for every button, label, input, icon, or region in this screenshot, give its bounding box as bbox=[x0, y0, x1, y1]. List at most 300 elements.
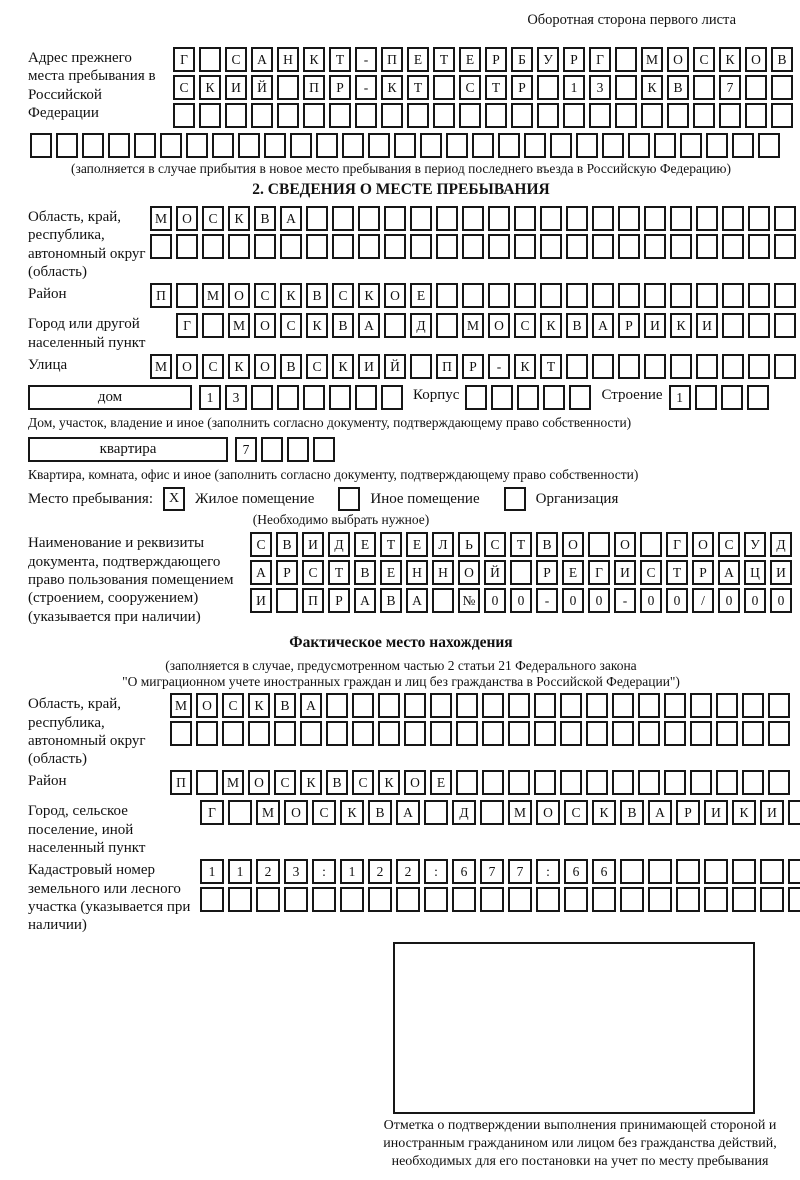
char-cell bbox=[256, 887, 280, 912]
char-cell bbox=[615, 75, 637, 100]
char-cell bbox=[564, 887, 588, 912]
char-cell bbox=[176, 283, 198, 308]
char-cell bbox=[690, 721, 712, 746]
char-cell bbox=[290, 133, 312, 158]
actual-region-row-2 bbox=[168, 721, 792, 746]
char-cell bbox=[212, 133, 234, 158]
char-cell: С bbox=[332, 283, 354, 308]
char-cell bbox=[722, 354, 744, 379]
char-cell: О bbox=[488, 313, 510, 338]
char-cell bbox=[459, 103, 481, 128]
char-cell bbox=[680, 133, 702, 158]
char-cell: О bbox=[536, 800, 560, 825]
char-cell bbox=[742, 770, 764, 795]
actual-city-row bbox=[198, 800, 800, 825]
char-cell bbox=[355, 103, 377, 128]
char-cell bbox=[332, 206, 354, 231]
char-cell bbox=[747, 385, 769, 410]
char-cell bbox=[284, 887, 308, 912]
korpus-label: Корпус bbox=[413, 386, 460, 403]
region-rows bbox=[148, 206, 798, 262]
char-cell bbox=[771, 103, 793, 128]
char-cell bbox=[510, 560, 532, 585]
char-cell bbox=[170, 721, 192, 746]
char-cell bbox=[618, 354, 640, 379]
char-cell bbox=[276, 588, 298, 613]
char-cell bbox=[722, 313, 744, 338]
char-cell: К bbox=[378, 770, 400, 795]
char-cell: К bbox=[300, 770, 322, 795]
char-cell bbox=[768, 770, 790, 795]
char-cell: Й bbox=[384, 354, 406, 379]
char-cell: Д bbox=[410, 313, 432, 338]
char-cell bbox=[748, 234, 770, 259]
char-cell: 0 bbox=[718, 588, 740, 613]
char-cell bbox=[774, 283, 796, 308]
char-cell bbox=[508, 887, 532, 912]
field-district bbox=[28, 283, 774, 311]
char-cell bbox=[742, 721, 764, 746]
char-cell: К bbox=[514, 354, 536, 379]
char-cell bbox=[508, 693, 530, 718]
char-cell bbox=[667, 103, 689, 128]
char-cell bbox=[732, 887, 756, 912]
char-cell: С bbox=[514, 313, 536, 338]
char-cell: - bbox=[355, 75, 377, 100]
char-cell: Е bbox=[406, 532, 428, 557]
option-organization-label: Организация bbox=[535, 490, 619, 507]
cadastral-rows bbox=[198, 859, 800, 915]
char-cell: : bbox=[424, 859, 448, 884]
char-cell: Р bbox=[462, 354, 484, 379]
char-cell: Р bbox=[536, 560, 558, 585]
char-cell bbox=[378, 693, 400, 718]
char-cell: Е bbox=[354, 532, 376, 557]
char-cell bbox=[566, 283, 588, 308]
document-label: Наименование и реквизиты документа, подтверждающего право пользования помещением (строением, сооружением) (указывается при наличии) bbox=[28, 535, 234, 625]
char-cell bbox=[277, 103, 299, 128]
char-cell bbox=[676, 887, 700, 912]
char-cell bbox=[612, 693, 634, 718]
char-cell: С bbox=[306, 354, 328, 379]
char-cell bbox=[719, 103, 741, 128]
char-cell bbox=[654, 133, 676, 158]
char-cell: 1 bbox=[563, 75, 585, 100]
city-row bbox=[174, 313, 798, 338]
char-cell bbox=[628, 133, 650, 158]
char-cell: М bbox=[462, 313, 484, 338]
char-cell: О bbox=[254, 313, 276, 338]
char-cell bbox=[760, 887, 784, 912]
char-cell: Т bbox=[380, 532, 402, 557]
char-cell: Т bbox=[329, 47, 351, 72]
char-cell bbox=[589, 103, 611, 128]
char-cell bbox=[384, 206, 406, 231]
char-cell bbox=[615, 103, 637, 128]
char-cell bbox=[745, 103, 767, 128]
char-cell bbox=[261, 437, 283, 462]
char-cell bbox=[436, 313, 458, 338]
char-cell bbox=[670, 283, 692, 308]
char-cell: В bbox=[326, 770, 348, 795]
char-cell: В bbox=[306, 283, 328, 308]
char-cell bbox=[472, 133, 494, 158]
char-cell: Р bbox=[676, 800, 700, 825]
char-cell bbox=[430, 721, 452, 746]
char-cell bbox=[56, 133, 78, 158]
char-cell: В bbox=[254, 206, 276, 231]
char-cell bbox=[306, 206, 328, 231]
char-cell: В bbox=[620, 800, 644, 825]
char-cell bbox=[716, 721, 738, 746]
char-cell bbox=[732, 133, 754, 158]
char-cell bbox=[540, 283, 562, 308]
prev-address-label: Адрес прежнего места пребывания в Российской Федерации bbox=[28, 50, 156, 121]
region-row-2 bbox=[148, 234, 798, 259]
stroenie-label: Строение bbox=[601, 386, 663, 403]
char-cell bbox=[722, 283, 744, 308]
char-cell: Б bbox=[511, 47, 533, 72]
document-rows bbox=[248, 532, 794, 616]
char-cell: Р bbox=[485, 47, 507, 72]
char-cell bbox=[696, 234, 718, 259]
char-cell bbox=[358, 234, 380, 259]
char-cell: 1 bbox=[200, 859, 224, 884]
char-cell bbox=[396, 887, 420, 912]
char-cell: М bbox=[150, 354, 172, 379]
char-cell bbox=[202, 234, 224, 259]
char-cell: Т bbox=[510, 532, 532, 557]
char-cell bbox=[326, 693, 348, 718]
prev-address-rows bbox=[171, 47, 795, 131]
char-cell bbox=[704, 887, 728, 912]
char-cell bbox=[436, 234, 458, 259]
char-cell bbox=[536, 887, 560, 912]
char-cell bbox=[644, 354, 666, 379]
char-cell bbox=[696, 354, 718, 379]
cadastral-label: Кадастровый номер земельного или лесного участка (указывается при наличии) bbox=[28, 862, 191, 934]
char-cell: Е bbox=[410, 283, 432, 308]
char-cell: 1 bbox=[199, 385, 221, 410]
actual-region-rows bbox=[168, 693, 792, 749]
char-cell bbox=[638, 770, 660, 795]
section2-title: 2. СВЕДЕНИЯ О МЕСТЕ ПРЕБЫВАНИЯ bbox=[252, 181, 550, 199]
char-cell: О bbox=[745, 47, 767, 72]
char-cell: П bbox=[436, 354, 458, 379]
char-cell: 2 bbox=[396, 859, 420, 884]
actual-city-label: Город, сельское поселение, иной населенный пункт bbox=[28, 803, 146, 856]
char-cell: Т bbox=[433, 47, 455, 72]
cadastral-row-2 bbox=[198, 887, 800, 912]
char-cell bbox=[722, 206, 744, 231]
char-cell: У bbox=[537, 47, 559, 72]
char-cell: М bbox=[222, 770, 244, 795]
char-cell: А bbox=[250, 560, 272, 585]
char-cell: Н bbox=[277, 47, 299, 72]
char-cell bbox=[514, 283, 536, 308]
actual-district-row bbox=[168, 770, 792, 795]
char-cell: 0 bbox=[510, 588, 532, 613]
char-cell bbox=[228, 887, 252, 912]
char-cell bbox=[342, 133, 364, 158]
confirmation-stamp-box bbox=[393, 942, 755, 1114]
char-cell bbox=[462, 283, 484, 308]
char-cell bbox=[592, 354, 614, 379]
char-cell bbox=[716, 770, 738, 795]
char-cell bbox=[748, 206, 770, 231]
char-cell bbox=[745, 75, 767, 100]
char-cell: О bbox=[458, 560, 480, 585]
char-cell: Т bbox=[328, 560, 350, 585]
actual-location-title: Фактическое место нахождения bbox=[289, 633, 513, 651]
char-cell: А bbox=[280, 206, 302, 231]
char-cell bbox=[644, 206, 666, 231]
char-cell: В bbox=[667, 75, 689, 100]
char-cell bbox=[760, 859, 784, 884]
char-cell: О bbox=[404, 770, 426, 795]
char-cell bbox=[670, 206, 692, 231]
char-cell: Е bbox=[459, 47, 481, 72]
char-cell: О bbox=[384, 283, 406, 308]
char-cell bbox=[420, 133, 442, 158]
char-cell: К bbox=[540, 313, 562, 338]
house-note: Дом, участок, владение и иное (заполнить согласно документу, подтверждающему право собственности) bbox=[28, 414, 632, 430]
char-cell bbox=[280, 234, 302, 259]
char-cell: О bbox=[692, 532, 714, 557]
char-cell bbox=[638, 721, 660, 746]
apartment-box bbox=[28, 437, 228, 462]
char-cell: Е bbox=[407, 47, 429, 72]
char-cell bbox=[332, 234, 354, 259]
char-cell: И bbox=[358, 354, 380, 379]
char-cell: С bbox=[640, 560, 662, 585]
char-cell: / bbox=[692, 588, 714, 613]
char-cell: Р bbox=[276, 560, 298, 585]
char-cell bbox=[748, 283, 770, 308]
char-cell: И bbox=[770, 560, 792, 585]
char-cell: А bbox=[396, 800, 420, 825]
char-cell: Д bbox=[770, 532, 792, 557]
char-cell bbox=[620, 887, 644, 912]
char-cell: И bbox=[302, 532, 324, 557]
char-cell: С bbox=[202, 354, 224, 379]
char-cell: А bbox=[648, 800, 672, 825]
char-cell bbox=[404, 721, 426, 746]
char-cell: О bbox=[254, 354, 276, 379]
district-label: Район bbox=[28, 286, 67, 303]
checkbox-residential[interactable]: X bbox=[163, 487, 185, 511]
char-cell: Т bbox=[540, 354, 562, 379]
char-cell bbox=[491, 385, 513, 410]
char-cell: В bbox=[332, 313, 354, 338]
char-cell bbox=[640, 532, 662, 557]
char-cell: Р bbox=[563, 47, 585, 72]
char-cell: № bbox=[458, 588, 480, 613]
char-cell bbox=[648, 859, 672, 884]
char-cell: О bbox=[614, 532, 636, 557]
char-cell: 7 bbox=[719, 75, 741, 100]
char-cell bbox=[134, 133, 156, 158]
char-cell: 0 bbox=[562, 588, 584, 613]
char-cell bbox=[488, 234, 510, 259]
char-cell: С bbox=[302, 560, 324, 585]
field-street bbox=[28, 354, 774, 382]
char-cell: О bbox=[284, 800, 308, 825]
field-city bbox=[28, 313, 774, 352]
char-cell bbox=[433, 75, 455, 100]
char-cell: 3 bbox=[225, 385, 247, 410]
char-cell bbox=[326, 721, 348, 746]
char-cell: С bbox=[222, 693, 244, 718]
char-cell: П bbox=[170, 770, 192, 795]
char-cell bbox=[274, 721, 296, 746]
char-cell bbox=[358, 206, 380, 231]
actual-region-label: Область, край, республика, автономный округ (область) bbox=[28, 696, 146, 768]
char-cell: О bbox=[228, 283, 250, 308]
char-cell bbox=[225, 103, 247, 128]
char-cell bbox=[196, 721, 218, 746]
char-cell bbox=[329, 103, 351, 128]
char-cell: Р bbox=[692, 560, 714, 585]
char-cell bbox=[482, 721, 504, 746]
char-cell bbox=[202, 313, 224, 338]
char-cell bbox=[456, 721, 478, 746]
street-label: Улица bbox=[28, 356, 68, 373]
char-cell: 6 bbox=[452, 859, 476, 884]
char-cell bbox=[612, 721, 634, 746]
char-cell bbox=[424, 887, 448, 912]
char-cell: 0 bbox=[744, 588, 766, 613]
char-cell: С bbox=[484, 532, 506, 557]
char-cell bbox=[722, 234, 744, 259]
char-cell: Е bbox=[430, 770, 452, 795]
char-cell: Г bbox=[666, 532, 688, 557]
char-cell: И bbox=[614, 560, 636, 585]
char-cell: В bbox=[274, 693, 296, 718]
actual-location-note-2: "О миграционном учете иностранных граждан и лиц без гражданства в Российской Федерации") bbox=[122, 674, 680, 690]
char-cell bbox=[706, 133, 728, 158]
char-cell bbox=[774, 234, 796, 259]
char-cell bbox=[355, 385, 377, 410]
char-cell: 0 bbox=[484, 588, 506, 613]
char-cell bbox=[716, 693, 738, 718]
char-cell bbox=[788, 887, 800, 912]
char-cell bbox=[368, 133, 390, 158]
char-cell bbox=[196, 770, 218, 795]
city-label: Город или другой населенный пункт bbox=[28, 316, 146, 351]
char-cell bbox=[748, 354, 770, 379]
char-cell: К bbox=[228, 206, 250, 231]
char-cell bbox=[690, 770, 712, 795]
actual-district-label: Район bbox=[28, 773, 67, 790]
char-cell bbox=[498, 133, 520, 158]
document-row-3 bbox=[248, 588, 794, 613]
char-cell bbox=[534, 693, 556, 718]
char-cell: - bbox=[536, 588, 558, 613]
char-cell bbox=[306, 234, 328, 259]
char-cell: О bbox=[562, 532, 584, 557]
house-cells bbox=[197, 385, 405, 410]
char-cell bbox=[452, 887, 476, 912]
char-cell bbox=[108, 133, 130, 158]
char-cell bbox=[482, 770, 504, 795]
char-cell: Д bbox=[452, 800, 476, 825]
char-cell: С bbox=[280, 313, 302, 338]
char-cell bbox=[488, 283, 510, 308]
char-cell bbox=[774, 354, 796, 379]
char-cell bbox=[254, 234, 276, 259]
char-cell: М bbox=[170, 693, 192, 718]
char-cell bbox=[693, 103, 715, 128]
char-cell bbox=[664, 693, 686, 718]
char-cell bbox=[540, 206, 562, 231]
char-cell bbox=[410, 234, 432, 259]
field-region bbox=[28, 206, 774, 281]
char-cell: С bbox=[352, 770, 374, 795]
char-cell bbox=[592, 206, 614, 231]
char-cell bbox=[251, 103, 273, 128]
char-cell bbox=[264, 133, 286, 158]
char-cell bbox=[352, 721, 374, 746]
char-cell bbox=[436, 283, 458, 308]
char-cell: - bbox=[488, 354, 510, 379]
char-cell bbox=[690, 693, 712, 718]
char-cell: - bbox=[355, 47, 377, 72]
char-cell bbox=[432, 588, 454, 613]
char-cell: К bbox=[306, 313, 328, 338]
char-cell: В bbox=[536, 532, 558, 557]
char-cell bbox=[618, 206, 640, 231]
char-cell: И bbox=[704, 800, 728, 825]
char-cell bbox=[410, 206, 432, 231]
char-cell: 0 bbox=[588, 588, 610, 613]
char-cell bbox=[200, 887, 224, 912]
char-cell bbox=[199, 47, 221, 72]
char-cell bbox=[517, 385, 539, 410]
prev-address-row-3 bbox=[171, 103, 795, 128]
char-cell bbox=[537, 103, 559, 128]
apartment-note: Квартира, комната, офис и иное (заполнить согласно документу, подтверждающему право собственности) bbox=[28, 467, 639, 483]
char-cell: И bbox=[250, 588, 272, 613]
char-cell bbox=[313, 437, 335, 462]
checkbox-other-premises[interactable] bbox=[338, 487, 360, 511]
char-cell bbox=[303, 385, 325, 410]
char-cell: В bbox=[566, 313, 588, 338]
char-cell bbox=[644, 234, 666, 259]
char-cell: О bbox=[248, 770, 270, 795]
field-prev-address bbox=[28, 47, 787, 131]
char-cell bbox=[378, 721, 400, 746]
char-cell bbox=[150, 234, 172, 259]
stay-type-label: Место пребывания: bbox=[28, 490, 153, 507]
char-cell bbox=[543, 385, 565, 410]
checkbox-organization[interactable] bbox=[504, 487, 526, 511]
char-cell bbox=[664, 721, 686, 746]
char-cell: 0 bbox=[640, 588, 662, 613]
char-cell: Р bbox=[618, 313, 640, 338]
apartment-cells bbox=[233, 437, 337, 462]
char-cell: Н bbox=[432, 560, 454, 585]
char-cell: : bbox=[312, 859, 336, 884]
char-cell: П bbox=[381, 47, 403, 72]
char-cell: В bbox=[276, 532, 298, 557]
char-cell bbox=[758, 133, 780, 158]
char-cell: С bbox=[225, 47, 247, 72]
char-cell: 1 bbox=[228, 859, 252, 884]
char-cell: С bbox=[312, 800, 336, 825]
apartment-box-label: квартира bbox=[99, 441, 157, 458]
char-cell: И bbox=[760, 800, 784, 825]
